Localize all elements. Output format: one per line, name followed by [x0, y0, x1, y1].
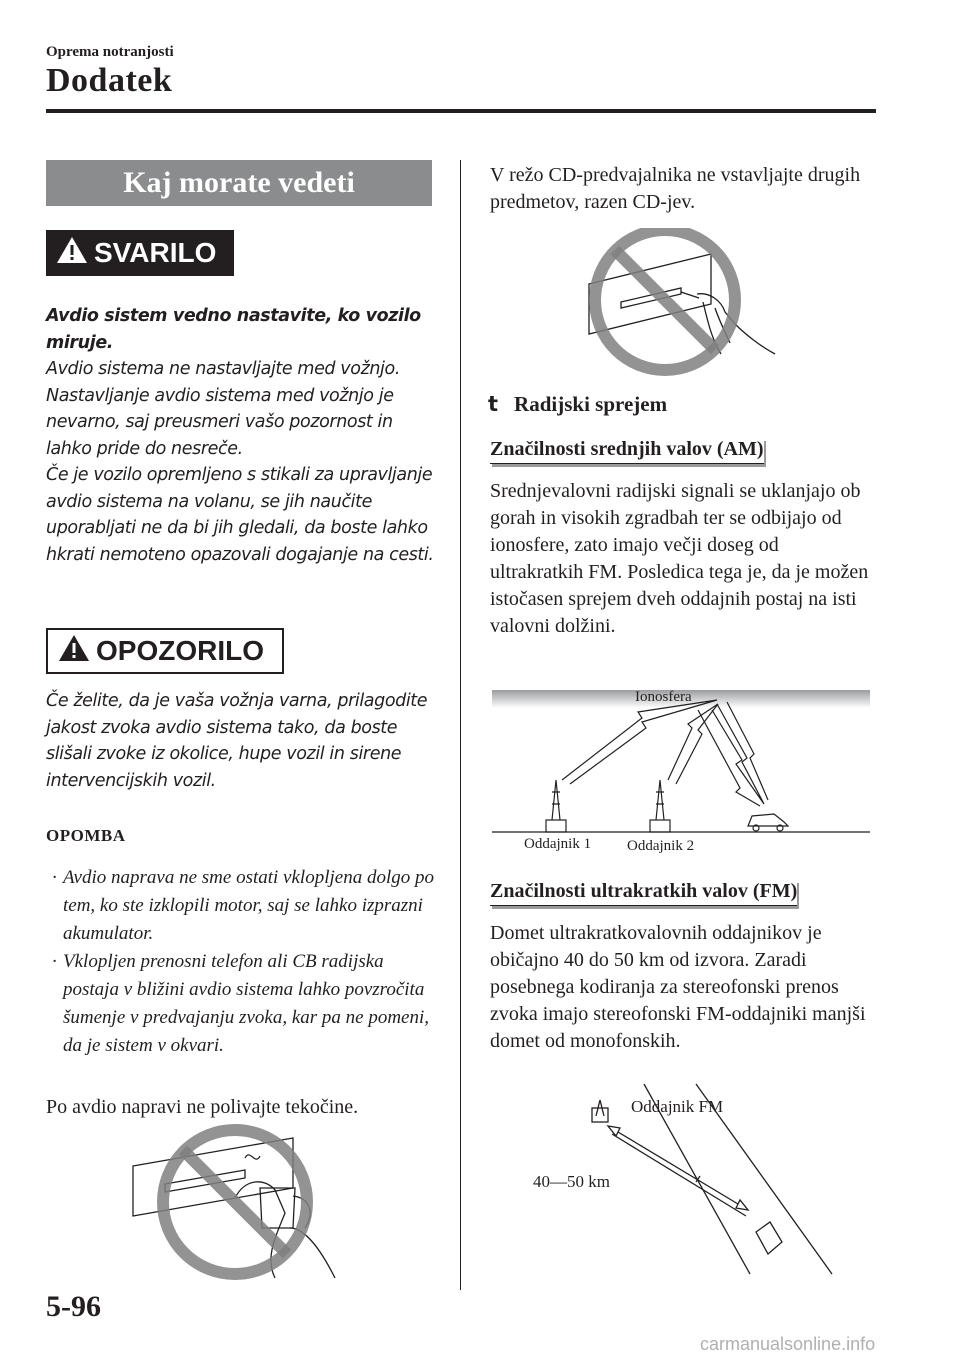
warning-text [46, 303, 438, 568]
warning-paragraph-2: Če je vozilo opremljeno s stikali za upravljanje avdio sistema na volanu, se jih naučite uporabljati ne da bi jih gledali, da boste lahko hkrati nemoteno opazovali dogajanje na cesti. [46, 465, 434, 565]
warning-paragraph-1: Avdio sistema ne nastavljajte med vožnjo. Nastavljanje avdio sistema med vožnjo je nevarno, saj preusmeri vašo pozornost in lahko pride do nesreče. [46, 359, 400, 459]
section-label: Oprema notranjosti [46, 44, 174, 60]
ionosphere-label: Ionosfera [635, 689, 692, 705]
liquid-warning-text [46, 1094, 446, 1121]
warning-bold-line: Avdio sistem vedno nastavite, ko vozilo miruje. [46, 306, 421, 353]
note-item-text: Vklopljen prenosni telefon ali CB radijska postaja v bližini avdio sistema lahko povzročita šumenje v predvajanju zvoka, kar pa ne pomeni, da je sistem v okvari. [63, 951, 430, 1056]
section-title: Radijski sprejem [514, 392, 668, 416]
section-banner: Kaj morate vedeti [46, 160, 432, 206]
section-bullet: t [488, 392, 499, 416]
no-liquid-illustration [125, 1118, 345, 1289]
chapter-title: Dodatek [46, 62, 173, 99]
caution-paragraph: Če želite, da je vaša vožnja varna, prilagodite jakost zvoka avdio sistema tako, da boste slišali zvoke iz okolice, hupe vozil in sirene intervencijskih vozil. [46, 691, 428, 791]
transmitter-1-label: Oddajnik 1 [524, 836, 592, 852]
caution-label-box [46, 628, 284, 674]
note-item: · Avdio naprava ne sme ostati vklopljena dolgo po tem, ko ste izklopili motor, saj se lahko izprazni akumulator. [52, 867, 434, 944]
am-heading: Značilnosti srednjih valov (AM) [490, 438, 764, 464]
warning-label: SVARILO [94, 237, 217, 268]
caution-triangle-icon [58, 634, 90, 669]
radio-section-heading [488, 392, 667, 417]
fm-paragraph: Domet ultrakratkovalovnih oddajnikov je običajno 40 do 50 km od izvora. Zaradi posebnega kodiranja za stereofonski prenos zvoka imajo stereofonski FM-oddajniki manjši domet od monofonskih. [490, 922, 866, 1052]
cd-warning-text [490, 162, 870, 216]
fm-transmitter-label: Oddajnik FM [631, 1097, 724, 1116]
warning-triangle-icon [56, 236, 88, 271]
column-divider [460, 160, 461, 1290]
no-objects-cd-illustration [585, 228, 785, 383]
fm-range-label: 40—50 km [533, 1172, 610, 1191]
note-title: OPOMBA [46, 826, 126, 845]
am-paragraph: Srednjevalovni radijski signali se uklanjajo ob gorah in visokih zgradbah ter se odbijajo od ionosfere, zato imajo večji doseg od ultrakratkih FM. Posledica tega je, da je možen istočasen sprejem dveh oddajnih postaj na isti valovni dolžini. [490, 480, 869, 637]
page-number: 5-96 [46, 1290, 101, 1323]
header-rule [46, 109, 876, 113]
fm-text [490, 920, 875, 1055]
warning-label-box [46, 230, 234, 276]
liquid-text: Po avdio napravi ne polivajte tekočine. [46, 1096, 359, 1118]
caution-text [46, 688, 438, 794]
note-item-text: Avdio naprava ne sme ostati vklopljena dolgo po tem, ko ste izklopili motor, saj se lahko izprazni akumulator. [63, 867, 434, 944]
transmitter-2-label: Oddajnik 2 [627, 838, 695, 854]
note-list [46, 864, 436, 1060]
cd-text: V režo CD-predvajalnika ne vstavljajte drugih predmetov, razen CD-jev. [490, 164, 861, 213]
watermark: carmanualsonline.info [700, 1334, 876, 1354]
caution-label: OPOZORILO [96, 635, 264, 666]
fm-heading: Značilnosti ultrakratkih valov (FM) [490, 880, 797, 906]
am-text [490, 478, 875, 640]
note-item: · Vklopljen prenosni telefon ali CB radijska postaja v bližini avdio sistema lahko povzročita šumenje v predvajanju zvoka, kar pa ne pomeni, da je sistem v okvari. [52, 951, 430, 1056]
